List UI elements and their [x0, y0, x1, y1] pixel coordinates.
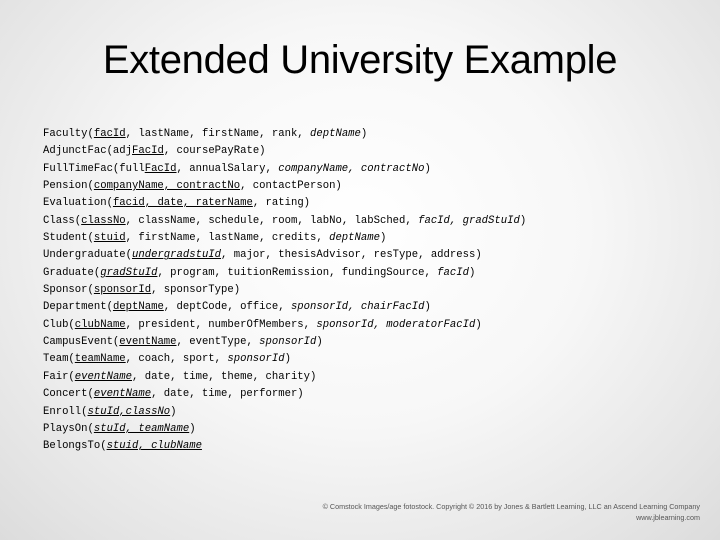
key-attributes: facid, date, raterName [112, 197, 253, 210]
key-attributes: stuid, clubName [106, 440, 202, 453]
relation-text: , annualSalary, [176, 162, 279, 175]
key-attributes: classNo [81, 214, 126, 227]
relation-text: ) [424, 162, 431, 175]
relation-text: ) [519, 214, 527, 227]
relation-text: , date, time, performer) [151, 388, 304, 401]
copyright-text: © Comstock Images/age fotostock. Copyright © 2016 by Jones & Bartlett Learning, LLC an Ascend Learning Company [322, 502, 700, 511]
relation-text: Evaluation( [43, 197, 113, 210]
foreign-key-attributes: facId, gradStuId [418, 214, 520, 227]
relation-line [43, 247, 526, 264]
relation-text: , major, thesisAdvisor, resType, address) [221, 249, 482, 262]
foreign-key-attributes: deptName [310, 128, 361, 140]
relation-line [43, 213, 526, 230]
relation-text: PlaysOn( [43, 422, 94, 435]
relation-text: , president, numberOfMembers, [125, 318, 317, 331]
relation-text: ) [475, 318, 482, 331]
relation-line [43, 299, 526, 316]
relation-line [43, 369, 526, 386]
relation-line [43, 421, 526, 438]
foreign-key-attributes: sponsorId [259, 336, 317, 349]
foreign-key-attributes: facId [437, 266, 469, 279]
relation-text: , eventType, [176, 336, 260, 349]
relation-text: Sponsor( [43, 284, 94, 297]
relation-text: Class( [43, 214, 82, 227]
key-attributes: clubName [74, 318, 126, 331]
relation-line [43, 195, 526, 212]
relation-line [43, 230, 526, 247]
key-attributes: facId [93, 128, 126, 140]
relation-text: ) [189, 422, 196, 435]
relation-line [43, 126, 526, 143]
relation-line [43, 317, 526, 334]
relation-line [43, 265, 526, 282]
key-attributes: FacId [144, 162, 177, 175]
relation-schema-list [43, 126, 526, 456]
relation-text: ) [360, 128, 368, 140]
relation-text: ) [468, 266, 476, 279]
foreign-key-attributes: deptName [329, 232, 380, 245]
relation-text: Faculty( [43, 128, 94, 140]
key-attributes: stuId,classNo [87, 405, 171, 418]
relation-text: , className, schedule, room, labNo, labSched, [125, 214, 419, 227]
foreign-key-attributes: sponsorId [227, 353, 285, 366]
relation-line [43, 334, 526, 351]
foreign-key-attributes: companyName, contractNo [278, 162, 425, 175]
relation-line [43, 161, 526, 178]
key-attributes: undergradstuId [132, 249, 222, 262]
relation-line [43, 351, 526, 368]
relation-text: ) [424, 301, 431, 314]
relation-text: , date, time, theme, charity) [132, 370, 317, 383]
relation-text: , firstName, lastName, credits, [125, 232, 330, 245]
relation-text: , coursePayRate) [163, 145, 266, 158]
relation-line [43, 386, 526, 403]
foreign-key-attributes: sponsorId, chairFacId [290, 301, 425, 314]
key-attributes: deptName [112, 301, 164, 314]
relation-line [43, 404, 526, 421]
relation-text: , lastName, firstName, rank, [125, 128, 311, 140]
key-attributes: stuid [93, 232, 126, 245]
relation-text: Enroll( [43, 405, 88, 418]
relation-text: Graduate( [43, 266, 101, 279]
relation-text: FullTimeFac(full [43, 162, 145, 175]
slide-title: Extended University Example [102, 38, 618, 82]
relation-line [43, 282, 526, 299]
key-attributes: eventName [74, 370, 133, 383]
relation-text: , program, tuitionRemission, fundingSource, [157, 266, 438, 279]
relation-text: , rating) [252, 197, 311, 210]
relation-text: ) [170, 405, 177, 418]
relation-text: CampusEvent( [43, 336, 120, 349]
relation-text: ) [284, 353, 291, 366]
copyright-footer [323, 501, 700, 523]
relation-text: Undergraduate( [43, 249, 133, 262]
relation-line [43, 178, 526, 195]
key-attributes: teamName [74, 353, 126, 366]
key-attributes: eventName [119, 336, 177, 349]
website-text: www.jblearning.com [636, 513, 700, 522]
relation-line [43, 438, 526, 455]
key-attributes: gradStuId [100, 266, 158, 279]
relation-text: BelongsTo( [43, 440, 107, 453]
relation-text: , sponsorType) [151, 284, 241, 297]
relation-text: Concert( [43, 388, 94, 401]
relation-text: , contactPerson) [240, 180, 342, 193]
relation-text: Pension( [43, 180, 94, 193]
foreign-key-attributes: sponsorId, moderatorFacId [316, 318, 476, 331]
relation-line [43, 143, 526, 160]
relation-text: , deptCode, office, [163, 301, 291, 314]
key-attributes: FacId [132, 145, 164, 158]
relation-text: ) [316, 336, 323, 349]
relation-text: AdjunctFac(adj [43, 145, 133, 158]
relation-text: Student( [43, 232, 94, 245]
relation-text: Club( [43, 318, 75, 331]
key-attributes: sponsorId [93, 284, 152, 297]
key-attributes: eventName [93, 388, 152, 401]
relation-text: Department( [43, 301, 113, 314]
relation-text: ) [379, 232, 387, 245]
key-attributes: companyName, contractNo [93, 180, 241, 193]
relation-text: Fair( [43, 370, 75, 383]
relation-text: , coach, sport, [125, 353, 228, 366]
relation-text: Team( [43, 353, 75, 366]
key-attributes: stuId, teamName [93, 422, 190, 435]
